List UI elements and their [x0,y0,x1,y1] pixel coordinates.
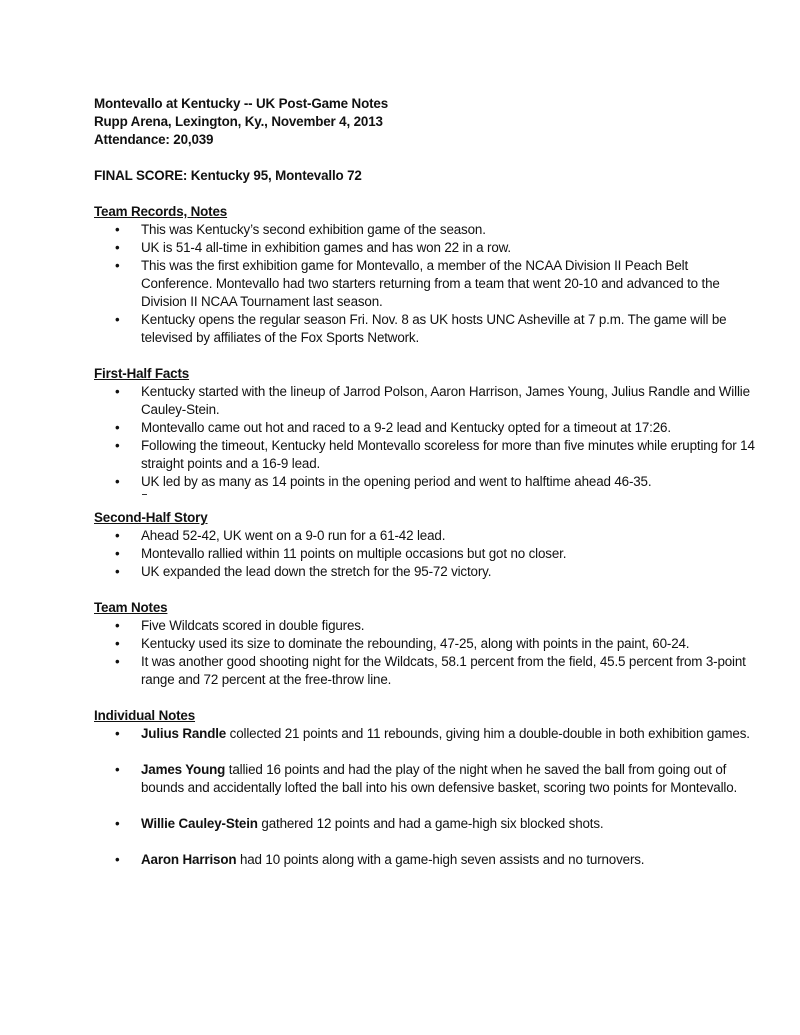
player-note: tallied 16 points and had the play of the night when he saved the ball from going out of bounds and accidentally lofted the ball into his own defensive basket, scoring two points for Montevallo. [141,762,738,795]
section-title: First-Half Facts [94,366,190,381]
list-item [115,383,760,419]
list-item-text: Ahead 52-42, UK went on a 9-0 run for a 61-42 lead. [141,528,446,543]
list-item-text: This was Kentucky’s second exhibition game of the season. [141,222,486,237]
venue-date: Rupp Arena, Lexington, Ky., November 4, 2013 [94,114,383,129]
list-item [115,761,760,797]
section-first-half [94,365,760,491]
section-title: Individual Notes [94,708,196,723]
list-item [115,239,760,257]
bullet-icon: • [115,312,120,327]
bullet-list [94,383,760,491]
list-item [115,563,760,581]
list-item-text: Following the timeout, Kentucky held Montevallo scoreless for more than five minutes while erupting for 14 straight points and a 16-9 lead. [141,438,755,471]
list-item-text: Montevallo rallied within 11 points on multiple occasions but got no closer. [141,546,567,561]
player-note: had 10 points along with a game-high seven assists and no turnovers. [236,852,645,867]
attendance: Attendance: 20,039 [94,132,214,147]
list-item-text: This was the first exhibition game for Montevallo, a member of the NCAA Division II Peach Belt Conference. Montevallo had two starters returning from a team that went 20-10 and advanced to the Division II NCAA Tournament last season. [141,258,720,309]
section-team-notes [94,599,760,689]
section-team-records [94,203,760,347]
bullet-icon: • [115,474,120,489]
document-header [94,95,760,149]
list-item [115,725,760,743]
stray-mark [142,494,147,495]
list-item [115,473,760,491]
player-name: Aaron Harrison [141,852,237,867]
bullet-icon: • [115,222,120,237]
list-item [115,851,760,869]
bullet-list [94,617,760,689]
list-item [115,311,760,347]
list-item-text: UK is 51-4 all-time in exhibition games and has won 22 in a row. [141,240,511,255]
bullet-icon: • [115,258,120,273]
list-item-text: Kentucky started with the lineup of Jarrod Polson, Aaron Harrison, James Young, Julius Randle and Willie Cauley-Stein. [141,384,750,417]
list-item [115,653,760,689]
game-title: Montevallo at Kentucky -- UK Post-Game Notes [94,96,388,111]
bullet-icon: • [115,528,120,543]
bullet-list [94,221,760,347]
list-item-text: UK led by as many as 14 points in the opening period and went to halftime ahead 46-35. [141,474,652,489]
bullet-icon: • [115,384,120,399]
list-item [115,635,760,653]
list-item [115,221,760,239]
list-item-text: Montevallo came out hot and raced to a 9-2 lead and Kentucky opted for a timeout at 17:26. [141,420,671,435]
bullet-icon: • [115,726,120,741]
list-item [115,617,760,635]
bullet-icon: • [115,762,120,777]
list-item [115,815,760,833]
list-item [115,545,760,563]
player-name: Willie Cauley-Stein [141,816,258,831]
bullet-list [94,527,760,581]
player-name: Julius Randle [141,726,227,741]
final-score: FINAL SCORE: Kentucky 95, Montevallo 72 [94,168,362,183]
list-item [115,527,760,545]
bullet-icon: • [115,618,120,633]
bullet-icon: • [115,546,120,561]
bullet-icon: • [115,852,120,867]
bullet-list [94,725,760,869]
list-item-text: Kentucky used its size to dominate the rebounding, 47-25, along with points in the paint, 60-24. [141,636,690,651]
section-individual-notes [94,707,760,869]
bullet-icon: • [115,420,120,435]
section-title: Team Notes [94,600,168,615]
player-note: collected 21 points and 11 rebounds, giving him a double-double in both exhibition games. [226,726,750,741]
bullet-icon: • [115,816,120,831]
player-note: gathered 12 points and had a game-high six blocked shots. [257,816,604,831]
list-item [115,419,760,437]
bullet-icon: • [115,636,120,651]
bullet-icon: • [115,438,120,453]
section-title: Second-Half Story [94,510,208,525]
list-item-text: It was another good shooting night for the Wildcats, 58.1 percent from the field, 45.5 percent from 3-point range and 72 percent at the free-throw line. [141,654,746,687]
section-title: Team Records, Notes [94,204,228,219]
list-item-text: UK expanded the lead down the stretch for the 95-72 victory. [141,564,492,579]
bullet-icon: • [115,564,120,579]
list-item [115,437,760,473]
section-second-half [94,509,760,581]
list-item [115,257,760,311]
bullet-icon: • [115,240,120,255]
bullet-icon: • [115,654,120,669]
list-item-text: Five Wildcats scored in double figures. [141,618,365,633]
player-name: James Young [141,762,226,777]
list-item-text: Kentucky opens the regular season Fri. Nov. 8 as UK hosts UNC Asheville at 7 p.m. The game will be televised by affiliates of the Fox Sports Network. [141,312,727,345]
